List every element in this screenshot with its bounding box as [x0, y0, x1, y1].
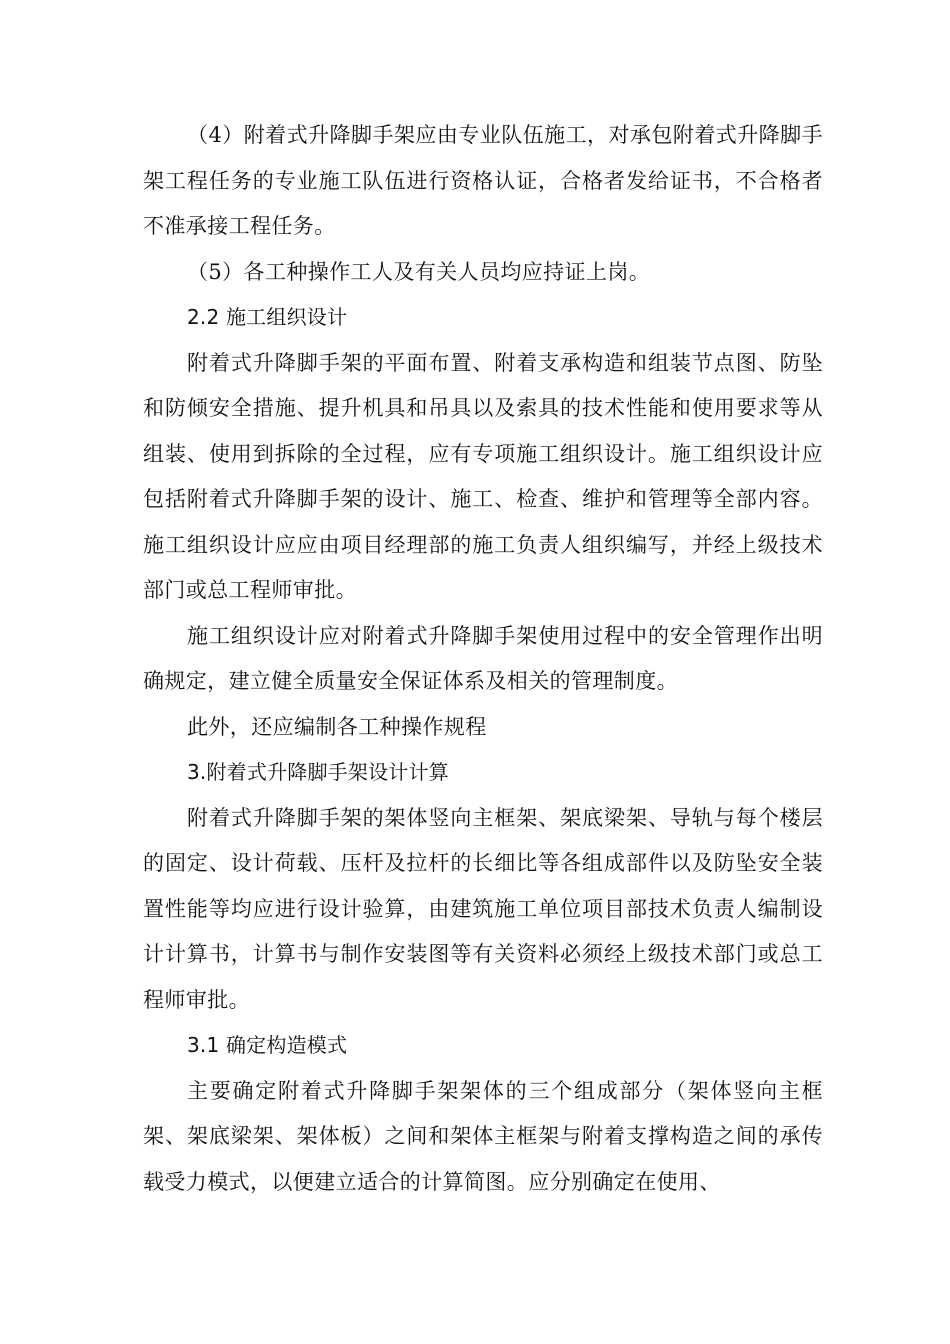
document-body — [143, 113, 823, 1205]
paragraph-construction-design: 附着式升降脚手架的平面布置、附着支承构造和组装节点图、防坠和防倾安全措施、提升机具和吊具以及索具的技术性能和使用要求等从组装、使用到拆除的全过程，应有专项施工组织设计。施工组织设计应包括附着式升降脚手架的设计、施工、检查、维护和管理等全部内容。施工组织设计应应由项目经理部的施工负责人组织编写，并经上级技术部门或总工程师审批。 — [143, 350, 823, 602]
paragraph-item-5: （5）各工种操作工人及有关人员均应持证上岗。 — [187, 259, 651, 284]
section-heading-3: 3.附着式升降脚手架设计计算 — [187, 760, 449, 784]
section-heading-3-1: 3.1 确定构造模式 — [187, 1033, 348, 1057]
paragraph-safety-management: 施工组织设计应对附着式升降脚手架使用过程中的安全管理作出明确规定，建立健全质量安全保证体系及相关的管理制度。 — [143, 623, 823, 693]
paragraph-design-calculation: 附着式升降脚手架的架体竖向主框架、架底梁架、导轨与每个楼层的固定、设计荷载、压杆及拉杆的长细比等各组成部件以及防坠安全装置性能等均应进行设计验算，由建筑施工单位项目部技术负责人编制设计计算书，计算书与制作安装图等有关资料必须经上级技术部门或总工程师审批。 — [143, 805, 823, 1012]
paragraph-operating-rules: 此外，还应编制各工种操作规程 — [187, 714, 487, 739]
paragraph-item-4: （4）附着式升降脚手架应由专业队伍施工，对承包附着式升降脚手架工程任务的专业施工队伍进行资格认证，合格者发给证书，不合格者不准承接工程任务。 — [143, 123, 823, 238]
section-heading-2-2: 2.2 施工组织设计 — [187, 305, 348, 329]
paragraph-structure-mode: 主要确定附着式升降脚手架架体的三个组成部分（架体竖向主框架、架底梁架、架体板）之间和架体主框架与附着支撑构造之间的承传载受力模式，以便建立适合的计算简图。应分别确定在使用、 — [143, 1078, 823, 1194]
